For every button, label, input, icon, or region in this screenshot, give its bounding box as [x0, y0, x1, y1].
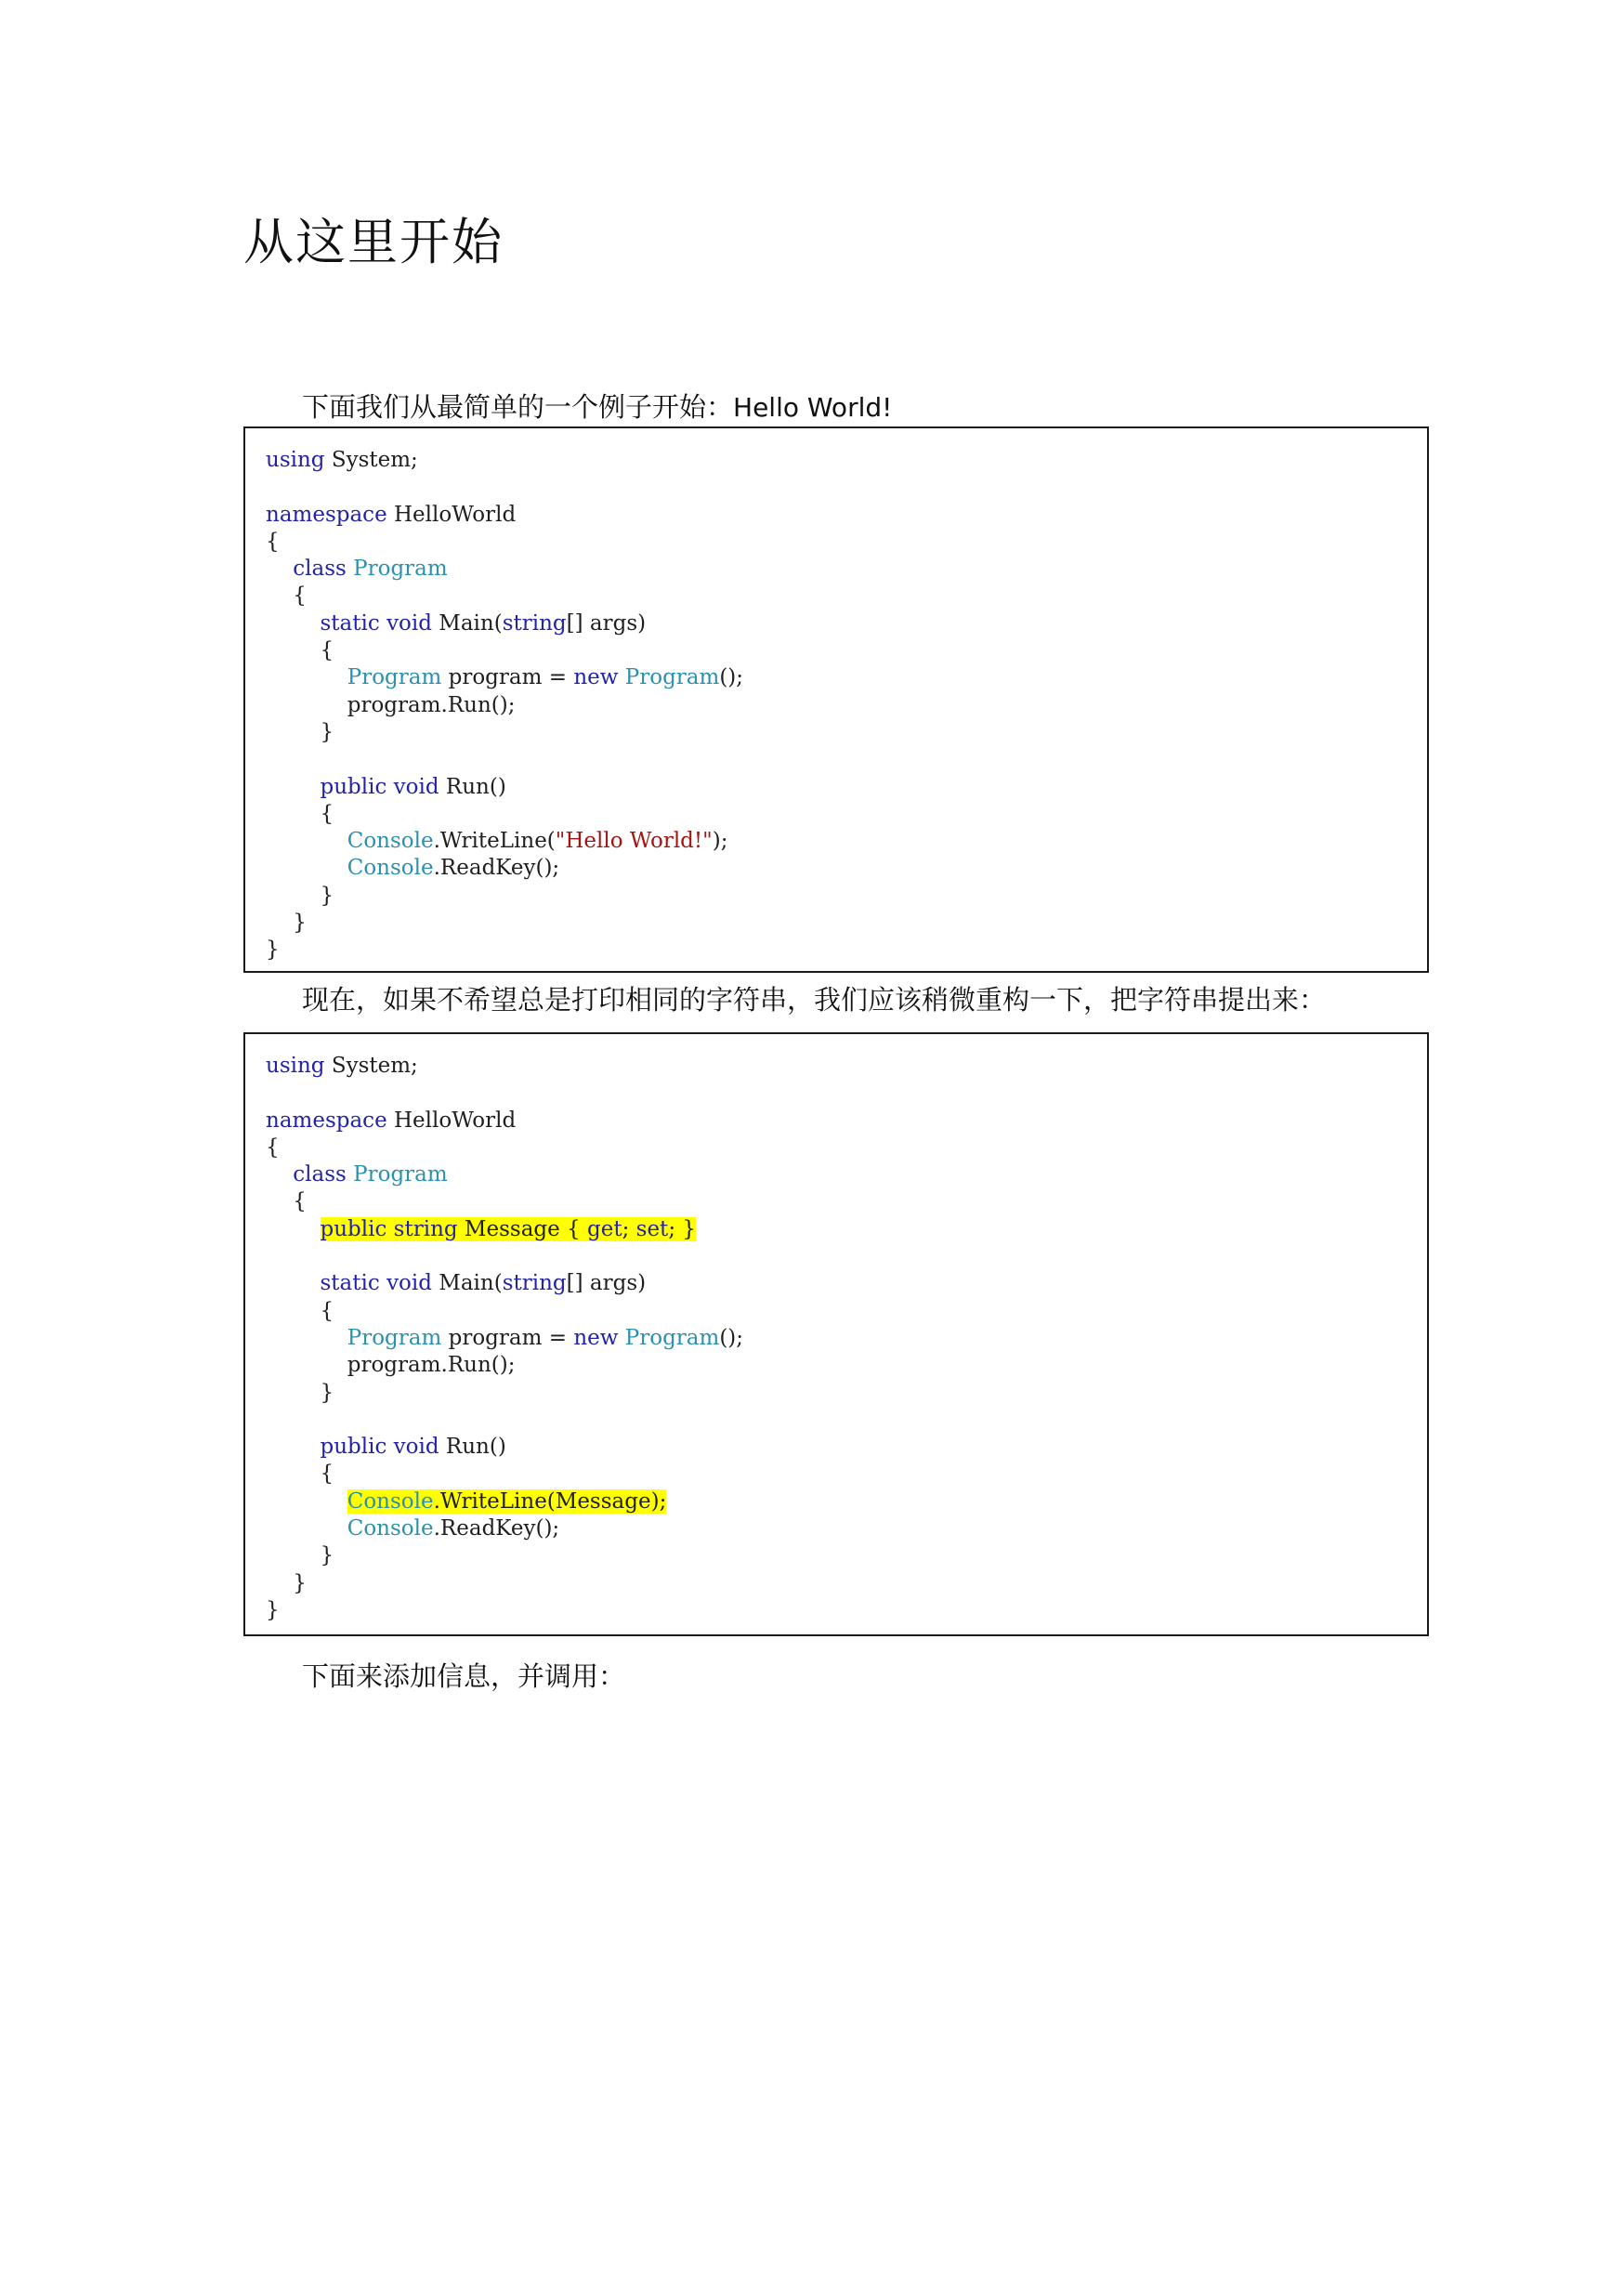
code-token: } [266, 1570, 307, 1595]
code-line [266, 1570, 1427, 1597]
code-token: namespace [266, 502, 387, 527]
code-token [266, 1326, 347, 1350]
code-token [266, 1435, 321, 1459]
code-token: ); [712, 829, 728, 854]
code-line [266, 1407, 1427, 1434]
code-token: program = [441, 1325, 574, 1350]
code-token: } [266, 719, 334, 744]
code-token [618, 665, 624, 689]
code-line [266, 719, 1427, 746]
code-token: public [320, 1435, 387, 1460]
code-token [618, 1326, 624, 1350]
code-token: public [320, 774, 387, 799]
code-line [266, 746, 1427, 773]
code-line [266, 855, 1427, 882]
code-token: { [266, 529, 280, 554]
code-line [266, 1515, 1427, 1542]
code-token: new [573, 1325, 619, 1350]
code-token: class [293, 557, 347, 582]
code-line [266, 502, 1427, 529]
code-line [266, 1352, 1427, 1379]
code-block-1 [243, 426, 1429, 973]
code-token: static [320, 610, 380, 636]
code-token: Main( [431, 610, 503, 636]
highlighted-code-token: get [587, 1216, 622, 1241]
code-line [266, 1108, 1427, 1134]
code-token: "Hello World!" [555, 829, 713, 854]
code-token [266, 611, 321, 636]
code-token [266, 1217, 321, 1241]
code-token: Program [353, 1162, 448, 1187]
code-token: void [393, 774, 439, 799]
code-line [266, 1216, 1427, 1243]
highlighted-code-token: .WriteLine(Message); [433, 1489, 667, 1514]
code-token: Run() [439, 1435, 506, 1460]
code-token: { [266, 584, 307, 609]
code-token: Program [347, 665, 442, 690]
code-token: { [266, 1462, 334, 1487]
code-token [266, 1489, 347, 1514]
code-line [266, 1597, 1427, 1624]
code-token: Program [624, 665, 720, 690]
page-heading: 从这里开始 [243, 213, 504, 271]
code-line [266, 1542, 1427, 1569]
code-line [266, 447, 1427, 474]
highlighted-code-token: ; [622, 1216, 636, 1241]
code-token: HelloWorld [386, 1108, 517, 1133]
code-token: void [386, 610, 432, 636]
code-line [266, 1325, 1427, 1352]
code-token: Run() [439, 774, 506, 799]
code-token [266, 775, 321, 799]
code-token: } [266, 883, 334, 908]
code-line [266, 1243, 1427, 1270]
code-line [266, 1489, 1427, 1515]
code-token: System; [324, 448, 418, 472]
code-line [266, 556, 1427, 583]
highlighted-code-token: ; } [668, 1216, 697, 1241]
code-token: static [320, 1271, 380, 1296]
code-token [266, 856, 347, 880]
code-token [266, 557, 293, 581]
code-token: [] args) [566, 610, 647, 636]
code-token: (); [719, 1325, 744, 1350]
code-token: string [502, 1271, 567, 1296]
code-token: class [293, 1162, 347, 1187]
code-line [266, 1161, 1427, 1188]
code-token: [] args) [566, 1271, 647, 1296]
code-token: { [266, 1189, 307, 1214]
code-token [386, 775, 393, 799]
highlighted-code-token: Console [347, 1489, 434, 1514]
code-line [266, 1188, 1427, 1215]
code-line [266, 664, 1427, 691]
code-line [266, 1270, 1427, 1297]
code-token [380, 1271, 386, 1295]
code-line [266, 474, 1427, 501]
code-token: program = [441, 665, 574, 690]
code-token [266, 1162, 293, 1187]
refactor-paragraph: 现在，如果不希望总是打印相同的字符串，我们应该稍微重构一下，把字符串提出来： [302, 984, 1327, 1016]
code-token: string [502, 610, 567, 636]
code-token: new [573, 665, 619, 690]
code-token: using [266, 1054, 325, 1078]
highlighted-code-token: public [320, 1216, 387, 1241]
code-line [266, 910, 1427, 937]
code-token: HelloWorld [386, 502, 517, 527]
intro-paragraph [302, 388, 892, 426]
code-token: System; [324, 1054, 418, 1078]
code-line [266, 1461, 1427, 1488]
code-line [266, 637, 1427, 664]
code-line [266, 1080, 1427, 1107]
highlighted-code-token: set [635, 1216, 669, 1241]
code-token [380, 611, 386, 636]
code-line [266, 774, 1427, 801]
code-line [266, 828, 1427, 855]
code-token: void [386, 1271, 432, 1296]
code-token: Console [347, 1516, 434, 1541]
code-line [266, 801, 1427, 828]
code-token: } [266, 1380, 334, 1405]
outro-paragraph: 下面来添加信息，并调用： [302, 1660, 626, 1692]
code-token: { [266, 638, 334, 663]
code-token: } [266, 911, 307, 936]
code-token: } [266, 1597, 280, 1622]
code-token [266, 1271, 321, 1295]
code-token: Console [347, 856, 434, 881]
code-token: Main( [431, 1271, 503, 1296]
code-line [266, 1380, 1427, 1407]
code-token: .WriteLine( [433, 829, 556, 854]
code-token: namespace [266, 1108, 387, 1133]
code-token: { [266, 1134, 280, 1160]
code-token: Program [353, 557, 448, 582]
code-line [266, 610, 1427, 637]
code-token: using [266, 448, 325, 472]
code-line [266, 692, 1427, 719]
code-line [266, 1434, 1427, 1461]
highlighted-code-token: string [393, 1216, 458, 1241]
code-line [266, 1298, 1427, 1325]
code-token: } [266, 938, 280, 963]
code-token [266, 665, 347, 689]
code-token [266, 829, 347, 853]
code-line [266, 1053, 1427, 1080]
code-line [266, 937, 1427, 964]
code-line [266, 529, 1427, 556]
code-token [266, 1516, 347, 1541]
code-token: (); [719, 665, 744, 690]
code-token: .ReadKey(); [433, 1516, 560, 1541]
code-token: .ReadKey(); [433, 856, 560, 881]
code-line [266, 583, 1427, 610]
highlighted-code-token [386, 1217, 393, 1241]
code-token: Program [347, 1325, 442, 1350]
code-token: { [266, 1298, 334, 1323]
code-token: program.Run(); [266, 692, 516, 717]
highlighted-code-token: Message { [457, 1216, 587, 1241]
code-token: { [266, 801, 334, 826]
intro-text: 下面我们从最简单的一个例子开始： [302, 391, 734, 423]
code-token: void [393, 1435, 439, 1460]
code-token: Program [624, 1325, 720, 1350]
code-block-2 [243, 1032, 1429, 1636]
code-token: Console [347, 829, 434, 854]
code-line [266, 883, 1427, 910]
intro-hello-world: Hello World! [733, 392, 893, 423]
code-line [266, 1134, 1427, 1161]
code-token: program.Run(); [266, 1353, 516, 1378]
code-token: } [266, 1543, 334, 1568]
code-token [386, 1435, 393, 1459]
